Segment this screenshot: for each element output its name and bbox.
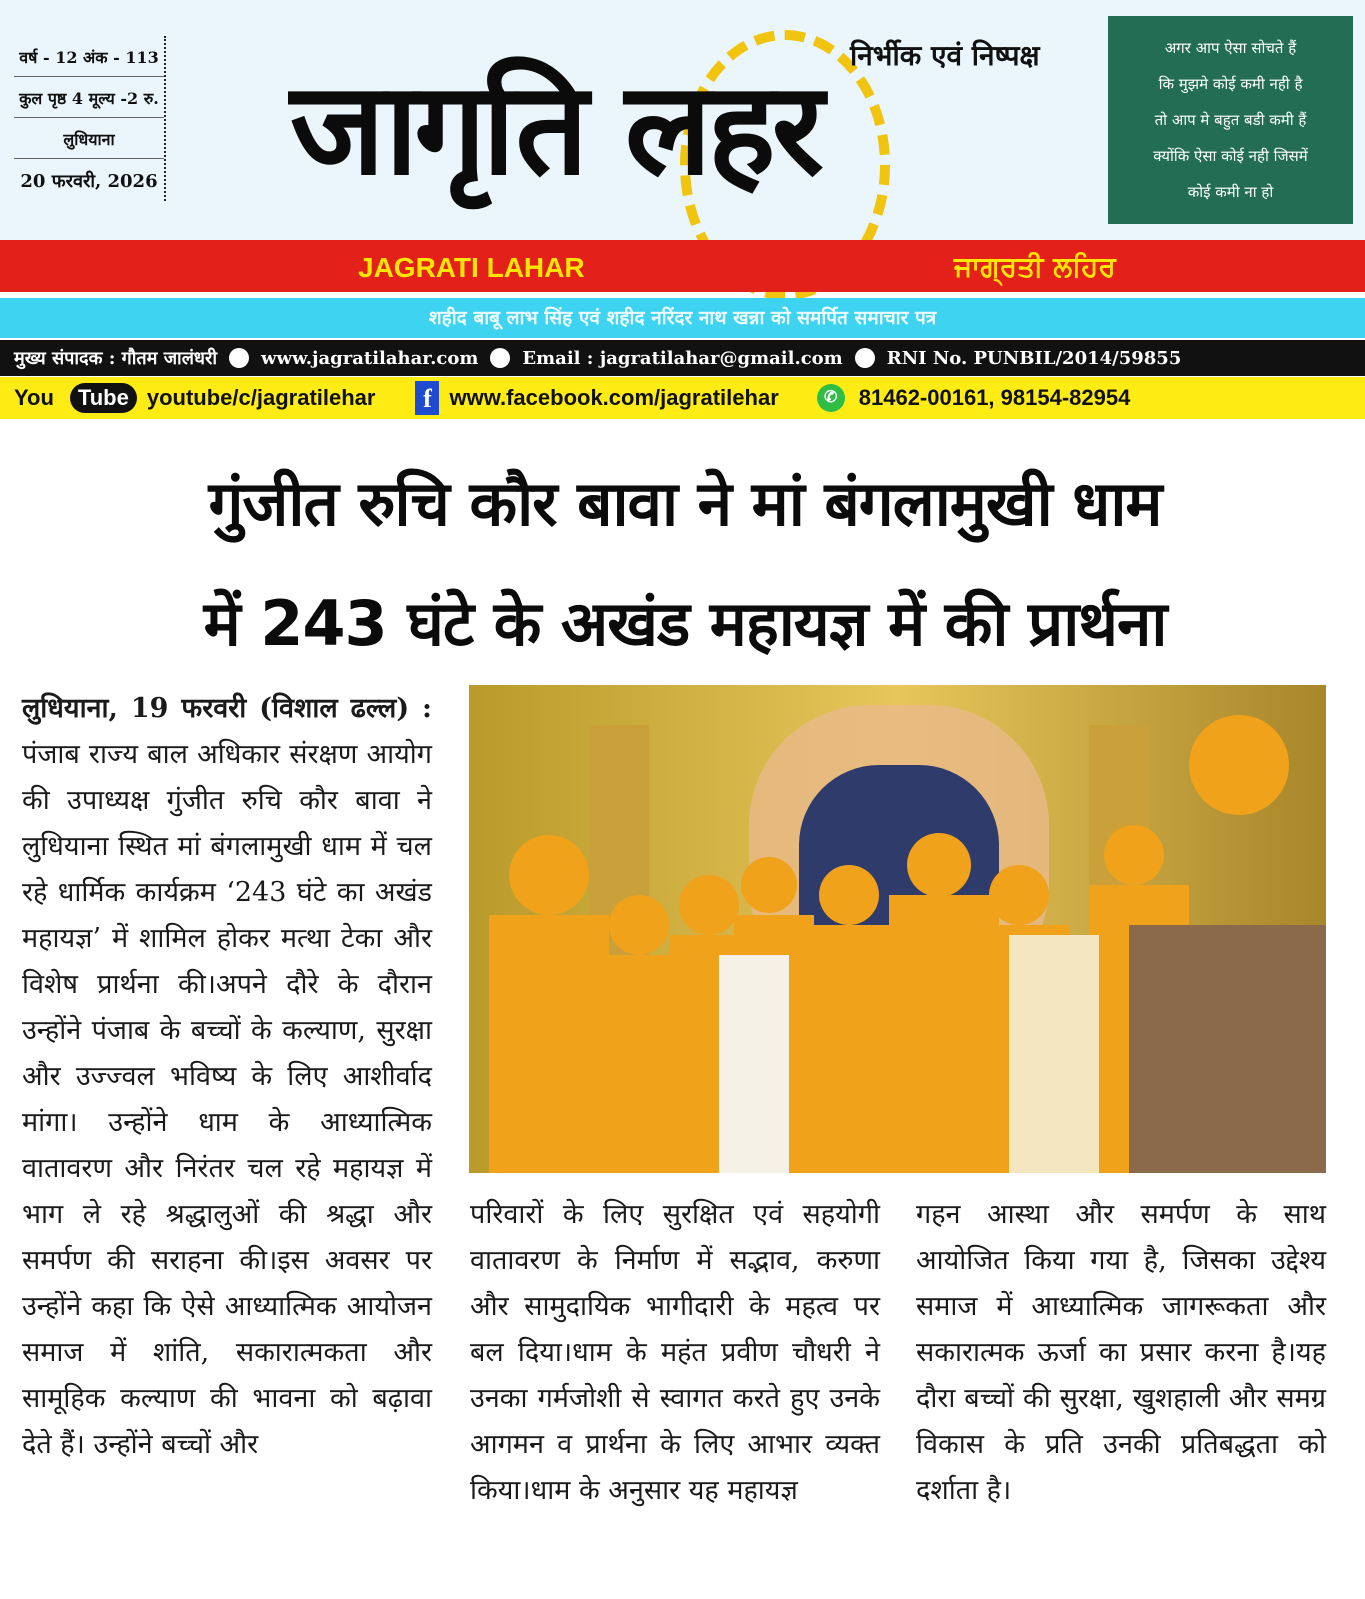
article-dateline: लुधियाना, 19 फरवरी (विशाल ढल्ल) : <box>22 693 432 724</box>
phone-numbers: 81462-00161, 98154-82954 <box>858 385 1131 410</box>
article-photo <box>469 685 1326 1173</box>
article-text: पंजाब राज्य बाल अधिकार संरक्षण आयोग की उपाध्यक्ष गुंजीत रुचि कौर बावा ने लुधियाना स्थित मां बंगलामुखी धाम में चल रहे धार्मिक कार्यक्रम ‘243 घंटे का अखंड महायज्ञ’ में शामिल होकर मत्था टेका और विशेष प्रार्थना की।अपने दौरे के दौरान उन्होंने पंजाब के बच्चों के कल्याण, सुरक्षा और उज्ज्वल भविष्य के लिए आशीर्वाद मांगा। उन्होंने धाम के आध्यात्मिक वातावरण और निरंतर चल रहे महायज्ञ में भाग ले रहे श्रद्धालुओं की श्रद्धा और समर्पण की सराहना की।इस अवसर पर उन्होंने कहा कि ऐसे आध्यात्मिक आयोजन समाज में शांति, सकारात्मकता और सामूहिक कल्याण की भावना को बढ़ावा देते हैं। उन्होंने बच्चों और <box>22 739 432 1460</box>
article-column-1 <box>22 686 432 1468</box>
issue-pages-price: कुल पृष्ठ 4 मूल्य -2 रु. <box>14 77 164 118</box>
masthead <box>0 0 1365 240</box>
website-link[interactable]: www.jagratilahar.com <box>261 347 479 369</box>
quote-line: अगर आप ऐसा सोचते हैं <box>1164 39 1297 57</box>
article-column-2: परिवारों के लिए सुरक्षित एवं सहयोगी वातावरण के निर्माण में सद्भाव, करुणा और सामुदायिक भागीदारी के महत्व पर बल दिया।धाम के महंत प्रवीण चौधरी ने उनका गर्मजोशी से स्वागत करते हुए उनके आगमन व प्रार्थना के लिए आभार व्यक्त किया।धाम के अनुसार यह महायज्ञ <box>470 1199 880 1506</box>
youtube-link[interactable]: youtube/c/jagratilehar <box>146 385 376 410</box>
headline-line: में 243 घंटे के अखंड महायज्ञ में की प्रार्थना <box>203 587 1167 660</box>
bullet-icon <box>490 348 510 368</box>
social-band <box>0 377 1365 419</box>
newspaper-tagline: निर्भीक एवं निष्पक्ष <box>850 39 1040 72</box>
youtube-tube-icon: Tube <box>70 383 137 413</box>
issue-info-box <box>14 36 166 201</box>
article-headline <box>30 444 1340 684</box>
issue-city: लुधियाना <box>14 118 164 159</box>
quote-box <box>1108 16 1353 224</box>
dedication-band: शहीद बाबू लाभ सिंह एवं शहीद नरिंदर नाथ खन्ना को समर्पित समाचार पत्र <box>0 298 1365 338</box>
title-english: JAGRATI LAHAR <box>358 252 585 283</box>
quote-line: कि मुझमे कोई कमी नही है <box>1158 75 1303 93</box>
contact-band <box>0 340 1365 376</box>
youtube-icon: You <box>14 385 54 410</box>
issue-date: 20 फरवरी, 2026 <box>20 171 158 192</box>
issue-volume: वर्ष - 12 अंक - 113 <box>14 36 164 77</box>
article-column-3: गहन आस्था और समर्पण के साथ आयोजित किया गया है, जिसका उद्देश्य समाज में आध्यात्मिक जागरूकता और सकारात्मक ऊर्जा का प्रसार करना है।यह दौरा बच्चों की सुरक्षा, खुशहाली और समग्र विकास के प्रति उनकी प्रतिबद्धता को दर्शाता है। <box>916 1199 1326 1506</box>
whatsapp-icon: ✆ <box>817 384 845 412</box>
quote-line: कोई कमी ना हो <box>1187 183 1274 201</box>
headline-line: गुंजीत रुचि कौर बावा ने मां बंगलामुखी धाम <box>208 467 1162 540</box>
bullet-icon <box>855 348 875 368</box>
editor-name: मुख्य संपादक : गौतम जालंधरी <box>14 348 218 369</box>
group-photo-illustration <box>469 685 1326 1173</box>
title-band <box>0 240 1365 292</box>
quote-line: तो आप मे बहुत बडी कमी हैं <box>1154 111 1307 129</box>
facebook-icon: f <box>415 381 439 415</box>
rni-number: RNI No. PUNBIL/2014/59855 <box>886 347 1182 369</box>
quote-line: क्योंकि ऐसा कोई नही जिसमें <box>1153 147 1308 165</box>
bullet-icon <box>229 348 249 368</box>
facebook-link[interactable]: www.facebook.com/jagratilehar <box>449 385 779 410</box>
email-link[interactable]: Email : jagratilahar@gmail.com <box>522 347 843 369</box>
newspaper-title: जागृति लहर <box>290 55 820 204</box>
title-punjabi: ਜਾਗ੍ਰਤੀ ਲਹਿਰ <box>954 250 1116 283</box>
